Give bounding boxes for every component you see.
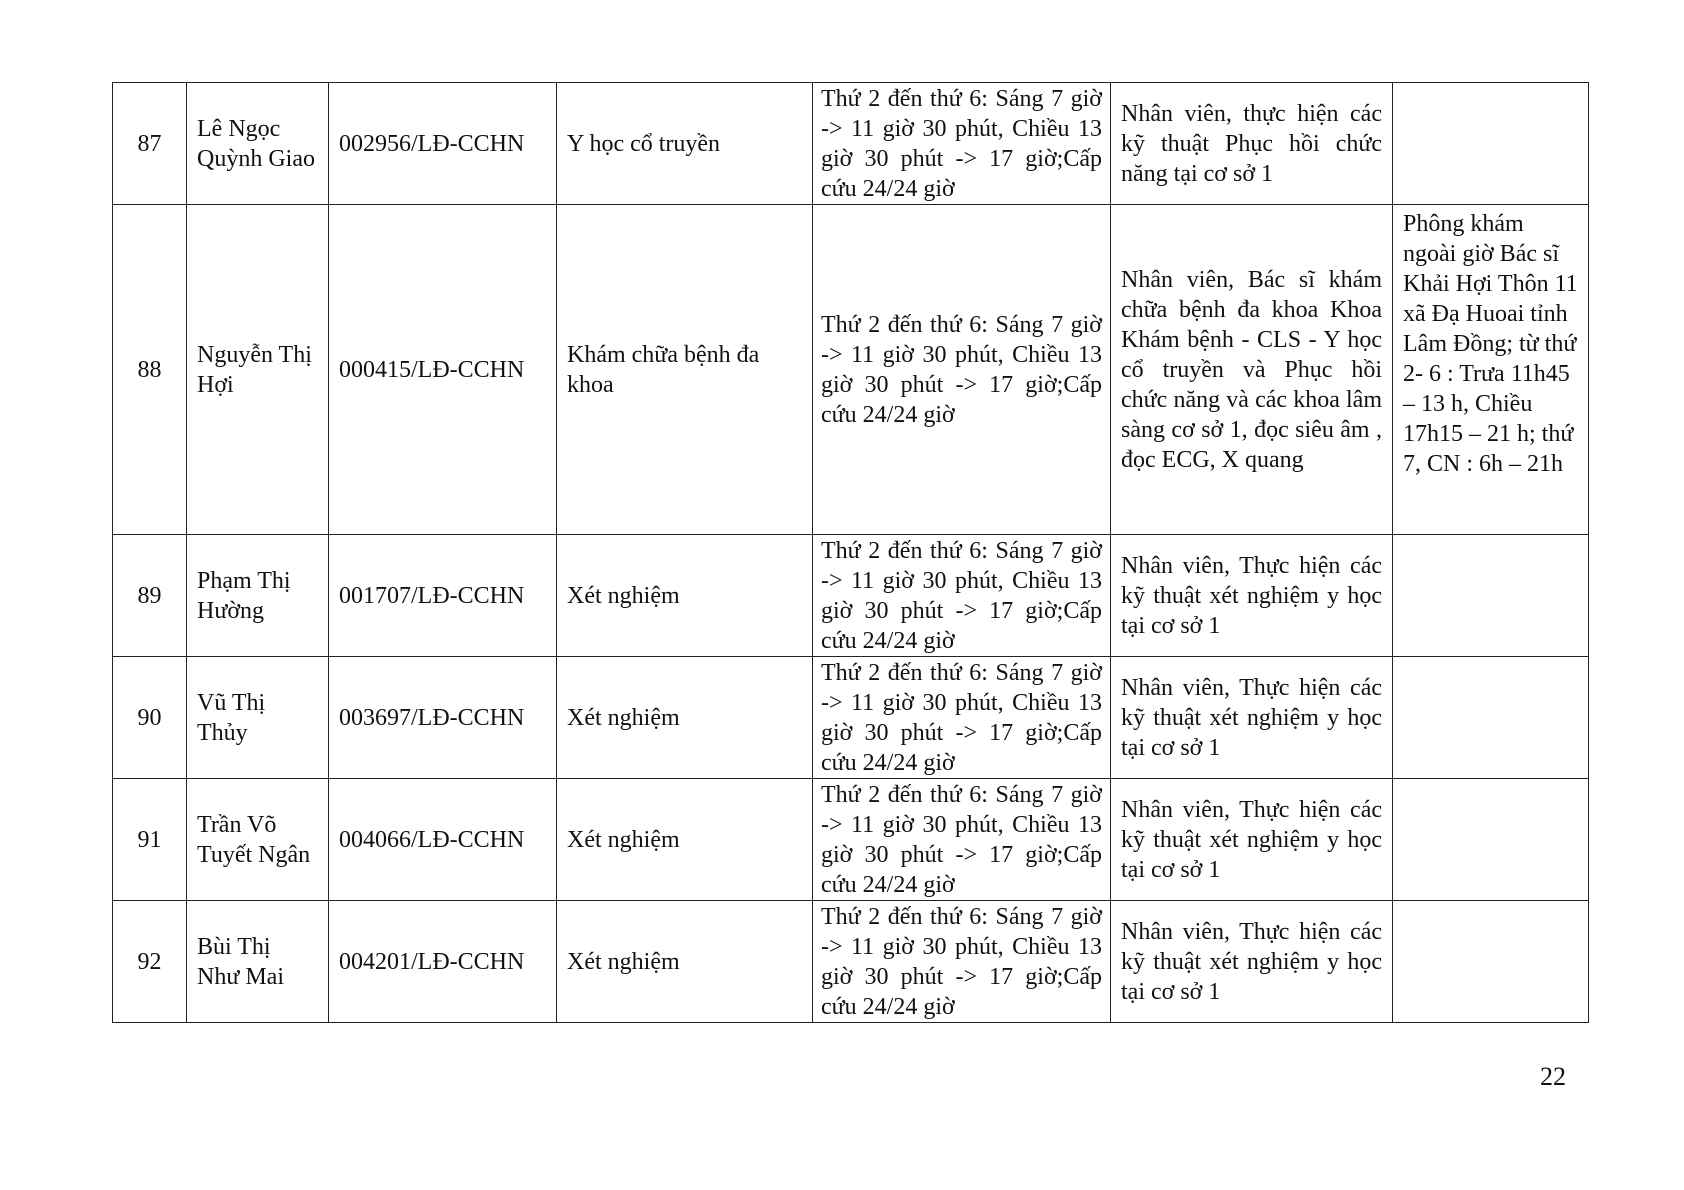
license-number: 001707/LĐ-CCHN: [329, 535, 557, 657]
table-row: [113, 779, 1589, 901]
position-duty: Nhân viên, Bác sĩ khám chữa bệnh đa khoa Khoa Khám bệnh - CLS - Y học cổ truyền và Phục hồi chức năng và các khoa lâm sàng cơ sở 1, đọc siêu âm , đọc ECG, X quang: [1111, 205, 1393, 535]
row-number: 92: [113, 901, 187, 1023]
working-hours: Thứ 2 đến thứ 6: Sáng 7 giờ -> 11 giờ 30 phút, Chiều 13 giờ 30 phút -> 17 giờ;Cấp cứu 24/24 giờ: [813, 779, 1111, 901]
staff-name: Nguyễn Thị Hợi: [187, 205, 329, 535]
working-hours: Thứ 2 đến thứ 6: Sáng 7 giờ -> 11 giờ 30 phút, Chiều 13 giờ 30 phút -> 17 giờ;Cấp cứu 24/24 giờ: [813, 535, 1111, 657]
practice-scope: Xét nghiệm: [557, 779, 813, 901]
table-row: [113, 83, 1589, 205]
practice-scope: Khám chữa bệnh đa khoa: [557, 205, 813, 535]
position-duty: Nhân viên, Thực hiện các kỹ thuật xét nghiệm y học tại cơ sở 1: [1111, 657, 1393, 779]
working-hours: Thứ 2 đến thứ 6: Sáng 7 giờ -> 11 giờ 30 phút, Chiều 13 giờ 30 phút -> 17 giờ;Cấp cứu 24/24 giờ: [813, 205, 1111, 535]
position-duty: Nhân viên, Thực hiện các kỹ thuật xét nghiệm y học tại cơ sở 1: [1111, 901, 1393, 1023]
note: Phông khám ngoài giờ Bác sĩ Khải Hợi Thôn 11 xã Đạ Huoai tỉnh Lâm Đồng; từ thứ 2- 6 : Trưa 11h45 – 13 h, Chiều 17h15 – 21 h; thứ 7, CN : 6h – 21h: [1393, 205, 1589, 535]
working-hours: Thứ 2 đến thứ 6: Sáng 7 giờ -> 11 giờ 30 phút, Chiều 13 giờ 30 phút -> 17 giờ;Cấp cứu 24/24 giờ: [813, 901, 1111, 1023]
row-number: 89: [113, 535, 187, 657]
working-hours: Thứ 2 đến thứ 6: Sáng 7 giờ -> 11 giờ 30 phút, Chiều 13 giờ 30 phút -> 17 giờ;Cấp cứu 24/24 giờ: [813, 657, 1111, 779]
practice-scope: Xét nghiệm: [557, 901, 813, 1023]
working-hours: Thứ 2 đến thứ 6: Sáng 7 giờ -> 11 giờ 30 phút, Chiều 13 giờ 30 phút -> 17 giờ;Cấp cứu 24/24 giờ: [813, 83, 1111, 205]
staff-name: Vũ Thị Thủy: [187, 657, 329, 779]
license-number: 003697/LĐ-CCHN: [329, 657, 557, 779]
staff-name: Trần Võ Tuyết Ngân: [187, 779, 329, 901]
note: [1393, 657, 1589, 779]
staff-name: Lê Ngọc Quỳnh Giao: [187, 83, 329, 205]
table-row: [113, 657, 1589, 779]
table-row: [113, 901, 1589, 1023]
staff-table: [112, 82, 1589, 1023]
row-number: 91: [113, 779, 187, 901]
position-duty: Nhân viên, thực hiện các kỹ thuật Phục hồi chức năng tại cơ sở 1: [1111, 83, 1393, 205]
staff-name: Phạm Thị Hường: [187, 535, 329, 657]
note: [1393, 779, 1589, 901]
row-number: 90: [113, 657, 187, 779]
license-number: 000415/LĐ-CCHN: [329, 205, 557, 535]
note: [1393, 83, 1589, 205]
table-row: [113, 205, 1589, 535]
note: [1393, 901, 1589, 1023]
row-number: 87: [113, 83, 187, 205]
staff-name: Bùi Thị Như Mai: [187, 901, 329, 1023]
license-number: 004066/LĐ-CCHN: [329, 779, 557, 901]
practice-scope: Xét nghiệm: [557, 657, 813, 779]
practice-scope: Y học cổ truyền: [557, 83, 813, 205]
page-number: 22: [1540, 1062, 1566, 1091]
license-number: 004201/LĐ-CCHN: [329, 901, 557, 1023]
license-number: 002956/LĐ-CCHN: [329, 83, 557, 205]
position-duty: Nhân viên, Thực hiện các kỹ thuật xét nghiệm y học tại cơ sở 1: [1111, 779, 1393, 901]
table-row: [113, 535, 1589, 657]
practice-scope: Xét nghiệm: [557, 535, 813, 657]
note: [1393, 535, 1589, 657]
position-duty: Nhân viên, Thực hiện các kỹ thuật xét nghiệm y học tại cơ sở 1: [1111, 535, 1393, 657]
row-number: 88: [113, 205, 187, 535]
